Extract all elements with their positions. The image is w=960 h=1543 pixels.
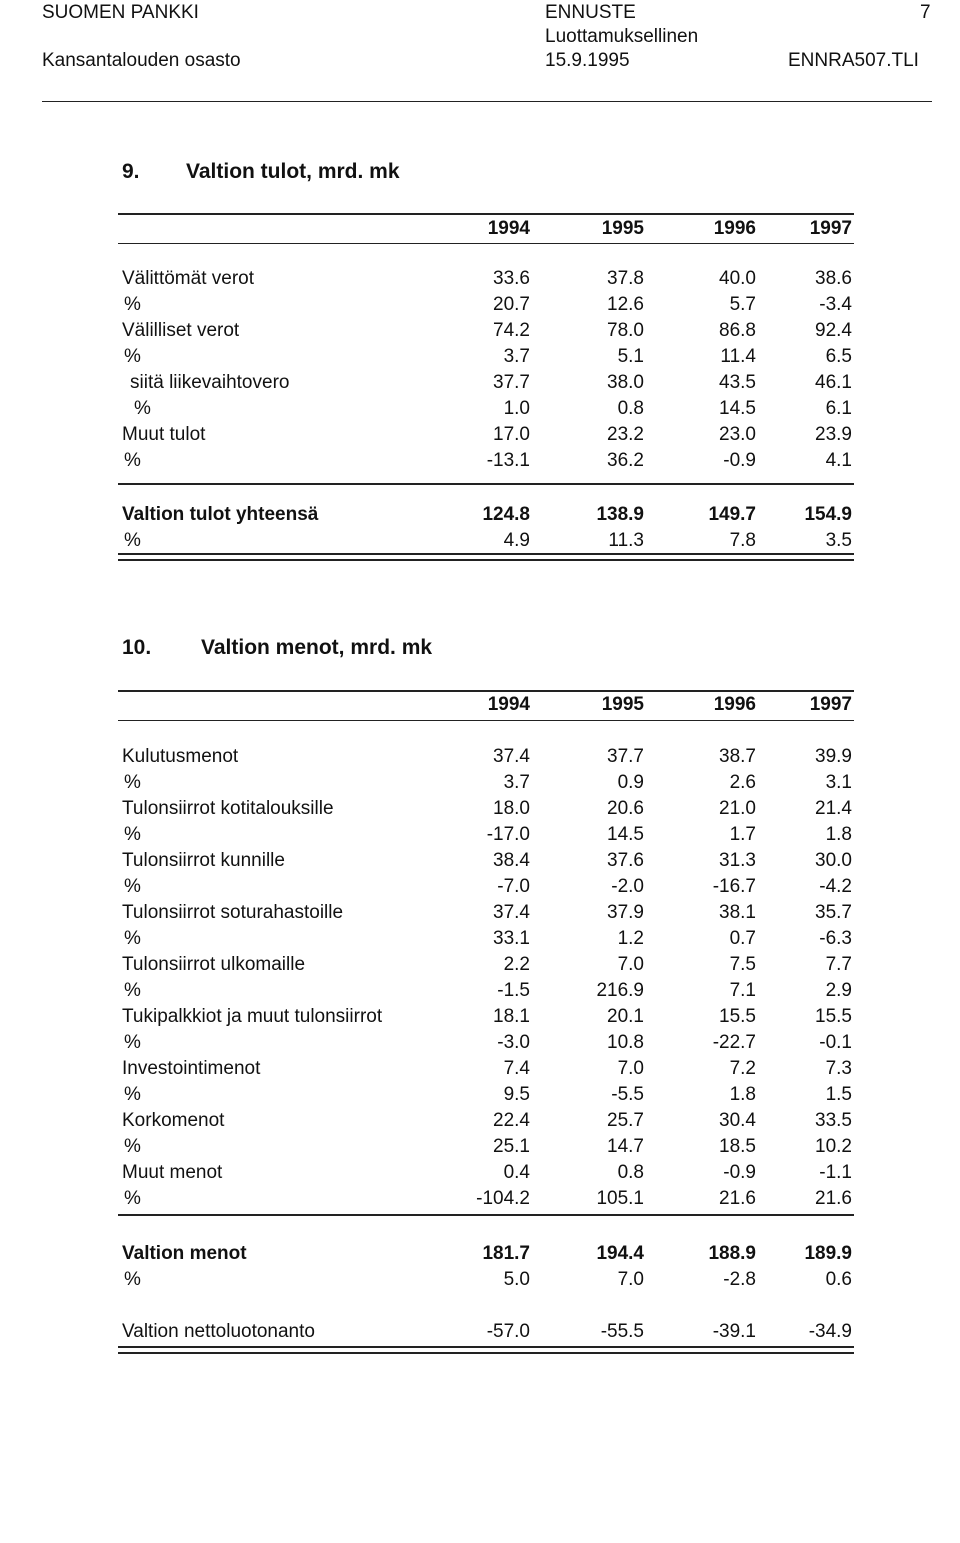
expenditure-subtotal-rule [118, 1214, 854, 1216]
cell: -4.2 [819, 876, 852, 897]
table-row [122, 292, 854, 318]
cell: 149.7 [708, 504, 756, 525]
page-number: 7 [920, 2, 931, 23]
cell: 25.7 [607, 1110, 644, 1131]
cell: 11.3 [608, 530, 644, 551]
cell: 86.8 [719, 320, 756, 341]
cell: 18.1 [493, 1006, 530, 1027]
revenue-section-number: 9. [122, 160, 140, 183]
cell: 194.4 [596, 1243, 644, 1264]
cell: 14.7 [607, 1136, 644, 1157]
table-row [122, 1030, 854, 1056]
cell: 188.9 [708, 1243, 756, 1264]
cell: 23.0 [719, 424, 756, 445]
year-header-row [122, 216, 854, 242]
cell: 0.7 [729, 928, 756, 949]
cell: 92.4 [815, 320, 852, 341]
year-col-1995: 1995 [601, 694, 644, 715]
cell: 5.7 [729, 294, 756, 315]
table-row [122, 770, 854, 796]
cell: -3.0 [497, 1032, 530, 1053]
row-label: Investointimenot [122, 1058, 261, 1079]
cell: 6.5 [825, 346, 852, 367]
row-label: % [124, 980, 141, 1001]
net-lending-row [122, 1319, 854, 1345]
cell: 38.6 [815, 268, 852, 289]
cell: 25.1 [493, 1136, 530, 1157]
cell: 30.0 [815, 850, 852, 871]
cell: -13.1 [486, 450, 530, 471]
cell: 23.2 [607, 424, 644, 445]
cell: 12.6 [607, 294, 644, 315]
cell: 189.9 [804, 1243, 852, 1264]
cell: 138.9 [596, 504, 644, 525]
cell: 5.0 [503, 1269, 530, 1290]
table-row [122, 344, 854, 370]
year-col-1994: 1994 [487, 218, 530, 239]
cell: 154.9 [804, 504, 852, 525]
classification: Luottamuksellinen [545, 26, 699, 47]
row-label: % [124, 1188, 141, 1209]
cell: 43.5 [719, 372, 756, 393]
header-rule [42, 101, 932, 102]
cell: 78.0 [607, 320, 644, 341]
row-label: % [124, 530, 141, 551]
cell: 21.6 [719, 1188, 756, 1209]
row-label: Valtion tulot yhteensä [122, 504, 319, 525]
cell: -2.0 [611, 876, 644, 897]
cell: 11.4 [720, 346, 756, 367]
cell: -2.8 [723, 1269, 756, 1290]
cell: 216.9 [596, 980, 644, 1001]
cell: -5.5 [611, 1084, 644, 1105]
cell: -0.9 [723, 450, 756, 471]
revenue-bottom-rule-1 [118, 553, 854, 555]
cell: 124.8 [482, 504, 530, 525]
cell: 37.7 [607, 746, 644, 767]
row-label: Korkomenot [122, 1110, 225, 1131]
cell: -6.3 [819, 928, 852, 949]
cell: 38.1 [719, 902, 756, 923]
cell: 37.9 [607, 902, 644, 923]
cell: 7.2 [729, 1058, 756, 1079]
row-label: % [124, 1136, 141, 1157]
table-row [122, 1108, 854, 1134]
row-label: siitä liikevaihtovero [130, 372, 290, 393]
cell: 1.0 [503, 398, 530, 419]
table-row [122, 978, 854, 1004]
cell: 1.8 [729, 1084, 756, 1105]
cell: -17.0 [486, 824, 530, 845]
expenditure-section-title [122, 636, 432, 660]
expenditure-title-text: Valtion menot, mrd. mk [201, 636, 433, 659]
row-label: % [124, 928, 141, 949]
cell: -3.4 [819, 294, 852, 315]
row-label: % [134, 398, 151, 419]
cell: 18.5 [719, 1136, 756, 1157]
table-row [122, 874, 854, 900]
cell: 7.0 [617, 1269, 644, 1290]
cell: 15.5 [719, 1006, 756, 1027]
cell: -1.1 [819, 1162, 852, 1183]
table-row [122, 266, 854, 292]
row-label: Muut menot [122, 1162, 223, 1183]
cell: -39.1 [712, 1321, 756, 1342]
cell: 105.1 [596, 1188, 644, 1209]
expenditure-year-header [122, 692, 854, 718]
cell: 2.6 [729, 772, 756, 793]
revenue-total-table [122, 502, 854, 554]
cell: 40.0 [719, 268, 756, 289]
year-col-1994: 1994 [487, 694, 530, 715]
cell: 20.6 [607, 798, 644, 819]
row-label: Tulonsiirrot soturahastoille [122, 902, 344, 923]
cell: 35.7 [815, 902, 852, 923]
year-col-1997: 1997 [809, 218, 852, 239]
expenditure-bottom-rule-1 [118, 1346, 854, 1348]
cell: 5.1 [617, 346, 644, 367]
cell: 37.4 [493, 746, 530, 767]
cell: 14.5 [719, 398, 756, 419]
expenditure-bottom-rule-2 [118, 1352, 854, 1354]
document-type: ENNUSTE [545, 2, 636, 23]
row-label: Välittömät verot [122, 268, 254, 289]
cell: 181.7 [482, 1243, 530, 1264]
cell: 39.9 [815, 746, 852, 767]
cell: 7.8 [729, 530, 756, 551]
cell: 0.8 [617, 398, 644, 419]
cell: 74.2 [493, 320, 530, 341]
cell: 3.5 [825, 530, 852, 551]
cell: -0.1 [819, 1032, 852, 1053]
cell: 30.4 [719, 1110, 756, 1131]
cell: -1.5 [497, 980, 530, 1001]
cell: 7.4 [503, 1058, 530, 1079]
row-label: % [124, 772, 141, 793]
table-row [122, 1056, 854, 1082]
cell: 7.1 [729, 980, 756, 1001]
year-col-1996: 1996 [713, 694, 756, 715]
cell: 9.5 [503, 1084, 530, 1105]
row-label: Muut tulot [122, 424, 206, 445]
cell: 37.7 [493, 372, 530, 393]
cell: -34.9 [808, 1321, 852, 1342]
table-row [122, 796, 854, 822]
cell: 36.2 [607, 450, 644, 471]
cell: 0.6 [825, 1269, 852, 1290]
cell: 38.0 [607, 372, 644, 393]
cell: 14.5 [607, 824, 644, 845]
cell: -57.0 [486, 1321, 530, 1342]
year-col-1997: 1997 [809, 694, 852, 715]
cell: 33.6 [493, 268, 530, 289]
table-row [122, 318, 854, 344]
cell: 0.8 [617, 1162, 644, 1183]
cell: 7.7 [825, 954, 852, 975]
table-row [122, 744, 854, 770]
cell: -55.5 [600, 1321, 644, 1342]
cell: 4.9 [503, 530, 530, 551]
cell: 3.1 [825, 772, 852, 793]
row-label: % [124, 876, 141, 897]
cell: 0.9 [617, 772, 644, 793]
cell: 37.8 [607, 268, 644, 289]
cell: 38.4 [493, 850, 530, 871]
revenue-section-title [122, 160, 400, 184]
table-row [122, 1134, 854, 1160]
cell: 7.5 [729, 954, 756, 975]
revenue-title-text: Valtion tulot, mrd. mk [186, 160, 400, 183]
cell: 23.9 [815, 424, 852, 445]
cell: 2.9 [825, 980, 852, 1001]
expenditure-total-table [122, 1241, 854, 1293]
table-row [122, 1186, 854, 1212]
document-date: 15.9.1995 [545, 50, 630, 71]
row-label: Tukipalkkiot ja muut tulonsiirrot [122, 1006, 383, 1027]
org-name: SUOMEN PANKKI [42, 2, 199, 23]
cell: 21.4 [815, 798, 852, 819]
cell: -7.0 [497, 876, 530, 897]
row-label: % [124, 1032, 141, 1053]
cell: 20.1 [607, 1006, 644, 1027]
cell: 0.4 [503, 1162, 530, 1183]
table-row [122, 926, 854, 952]
row-label: Tulonsiirrot kunnille [122, 850, 285, 871]
table-row [122, 448, 854, 474]
expenditure-table [122, 744, 854, 1212]
cell: 2.2 [503, 954, 530, 975]
cell: -16.7 [712, 876, 756, 897]
cell: 7.3 [825, 1058, 852, 1079]
row-label: % [124, 824, 141, 845]
revenue-year-header [122, 216, 854, 242]
expenditure-header-rule [118, 720, 854, 721]
cell: -0.9 [723, 1162, 756, 1183]
row-label: Tulonsiirrot kotitalouksille [122, 798, 334, 819]
table-row [122, 1004, 854, 1030]
year-col-1996: 1996 [713, 218, 756, 239]
row-label: Valtion nettoluotonanto [122, 1321, 315, 1342]
cell: 31.3 [719, 850, 756, 871]
total-pct-row [122, 1267, 854, 1293]
cell: 18.0 [493, 798, 530, 819]
row-label: % [124, 1084, 141, 1105]
cell: 10.2 [815, 1136, 852, 1157]
table-row [122, 822, 854, 848]
row-label: % [124, 346, 141, 367]
cell: 1.5 [825, 1084, 852, 1105]
cell: 22.4 [493, 1110, 530, 1131]
revenue-header-rule [118, 243, 854, 244]
file-name: ENNRA507.TLI [788, 50, 919, 71]
total-row [122, 502, 854, 528]
cell: 21.0 [719, 798, 756, 819]
cell: 21.6 [815, 1188, 852, 1209]
row-label: % [124, 1269, 141, 1290]
cell: 1.7 [729, 824, 756, 845]
year-header-row [122, 692, 854, 718]
cell: 37.4 [493, 902, 530, 923]
total-row [122, 1241, 854, 1267]
cell: 20.7 [493, 294, 530, 315]
cell: 17.0 [493, 424, 530, 445]
cell: 15.5 [815, 1006, 852, 1027]
row-label: Valtion menot [122, 1243, 247, 1264]
cell: 1.8 [825, 824, 852, 845]
cell: 38.7 [719, 746, 756, 767]
revenue-table [122, 266, 854, 474]
row-label: Välilliset verot [122, 320, 240, 341]
year-col-1995: 1995 [601, 218, 644, 239]
table-row [122, 396, 854, 422]
row-label: Kulutusmenot [122, 746, 239, 767]
net-lending-table [122, 1319, 854, 1345]
revenue-subtotal-rule [118, 483, 854, 485]
table-row [122, 1160, 854, 1186]
cell: 3.7 [503, 346, 530, 367]
cell: 4.1 [825, 450, 852, 471]
table-row [122, 370, 854, 396]
cell: 46.1 [815, 372, 852, 393]
row-label: % [124, 294, 141, 315]
cell: -22.7 [712, 1032, 756, 1053]
revenue-top-rule [118, 213, 854, 215]
revenue-bottom-rule-2 [118, 559, 854, 561]
table-row [122, 422, 854, 448]
row-label: % [124, 450, 141, 471]
table-row [122, 952, 854, 978]
table-row [122, 900, 854, 926]
cell: 3.7 [503, 772, 530, 793]
cell: 7.0 [617, 954, 644, 975]
total-pct-row [122, 528, 854, 554]
row-label: Tulonsiirrot ulkomaille [122, 954, 306, 975]
expenditure-section-number: 10. [122, 636, 152, 659]
cell: 33.5 [815, 1110, 852, 1131]
cell: 6.1 [825, 398, 852, 419]
cell: 33.1 [493, 928, 530, 949]
cell: 10.8 [607, 1032, 644, 1053]
table-row [122, 1082, 854, 1108]
table-row [122, 848, 854, 874]
department: Kansantalouden osasto [42, 50, 241, 71]
cell: 37.6 [607, 850, 644, 871]
cell: 1.2 [617, 928, 644, 949]
cell: -104.2 [476, 1188, 530, 1209]
cell: 7.0 [617, 1058, 644, 1079]
